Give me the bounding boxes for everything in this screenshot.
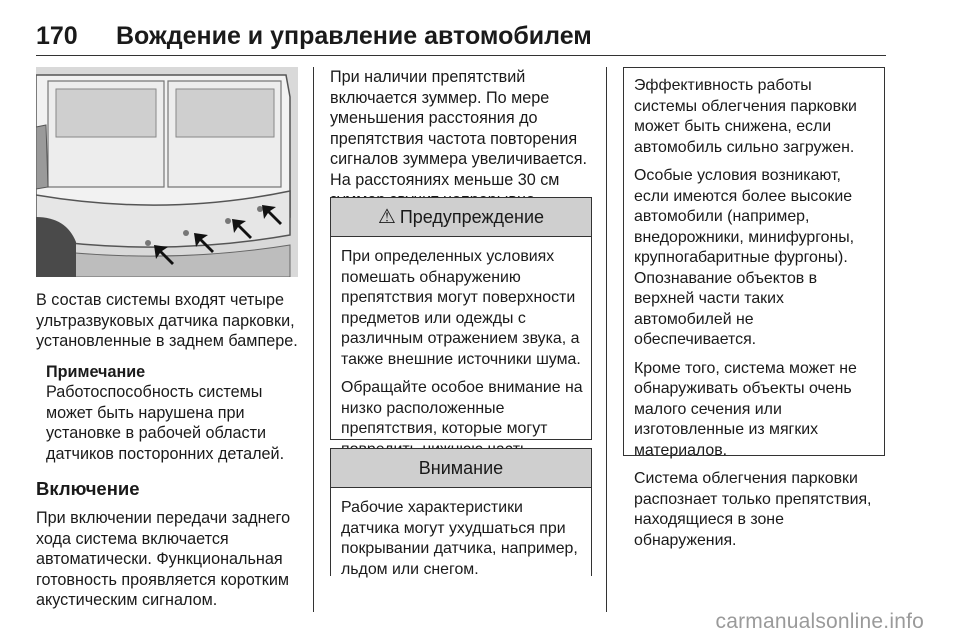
info-paragraph-1: Эффективность работы системы облегчения парковки может быть снижена, если автомобиль сильно загружен. (634, 77, 857, 156)
section-paragraph: При включении передачи заднего хода система включается автоматически. Функциональная готовность проявляется коротким акустическим сигналом. (36, 509, 291, 609)
info-paragraph-3: Кроме того, система может не обнаруживать объекты очень малого сечения или изготовленные из мягких материалов. (634, 359, 857, 459)
caution-header (331, 449, 591, 488)
page-number: 170 (36, 22, 78, 50)
page-header (36, 22, 886, 52)
header-rule (36, 55, 886, 56)
caution-box (330, 448, 592, 576)
column-divider-right (606, 67, 607, 612)
note-title: Примечание (46, 362, 146, 381)
caution-body (331, 488, 591, 588)
warning-title: Предупреждение (399, 206, 545, 227)
column-divider-left (313, 67, 314, 612)
warning-paragraph-1: При определенных условиях помешать обнаружению препятствия могут поверхности предметов или одежды с различным отражением звука, а также внешние источники шума. (341, 248, 581, 368)
warning-header (331, 198, 591, 237)
caution-paragraph: Рабочие характеристики датчика могут ухудшаться при покрывании датчика, например, льдом или снегом. (341, 499, 578, 578)
intro-paragraph: В состав системы входят четыре ультразвуковых датчика парковки, установленные в заднем бампере. (36, 291, 298, 350)
column-2 (330, 67, 592, 211)
parking-sensors-illustration (36, 67, 298, 277)
watermark: carmanualsonline.info (715, 610, 924, 633)
van-rear-drawing (36, 67, 298, 277)
note-text: Работоспособность системы может быть нарушена при установке в рабочей области датчиков посторонних деталей. (46, 383, 285, 463)
warning-paragraph-2: Обращайте особое внимание на низко расположенные препятствия, которые могут (341, 379, 583, 437)
info-box (623, 67, 885, 549)
section-heading: Включение (36, 478, 140, 499)
note-block (46, 362, 298, 465)
page-title: Вождение и управление автомобилем (116, 22, 592, 50)
warning-box (330, 197, 592, 440)
info-paragraph-4: Система облегчения парковки распознает только препятствия, находящиеся в зоне обнаружения. (634, 470, 872, 549)
buzzer-paragraph: При наличии препятствий включается зуммер. По мере уменьшения расстояния до препятствия частота повторения сигналов зуммера увеличивается. На расстояниях меньше 30 см (330, 68, 588, 189)
caution-title: Внимание (418, 457, 504, 478)
column-1 (36, 67, 298, 611)
info-paragraph-2: Особые условия возникают, если имеются более высокие автомобили (например, внедорожники, минифургоны, крупногабаритные фургоны). Опознавание объектов в верхней части таких автомобилей не обеспечивается. (634, 167, 855, 348)
warning-triangle-icon: ⚠ (377, 206, 396, 228)
